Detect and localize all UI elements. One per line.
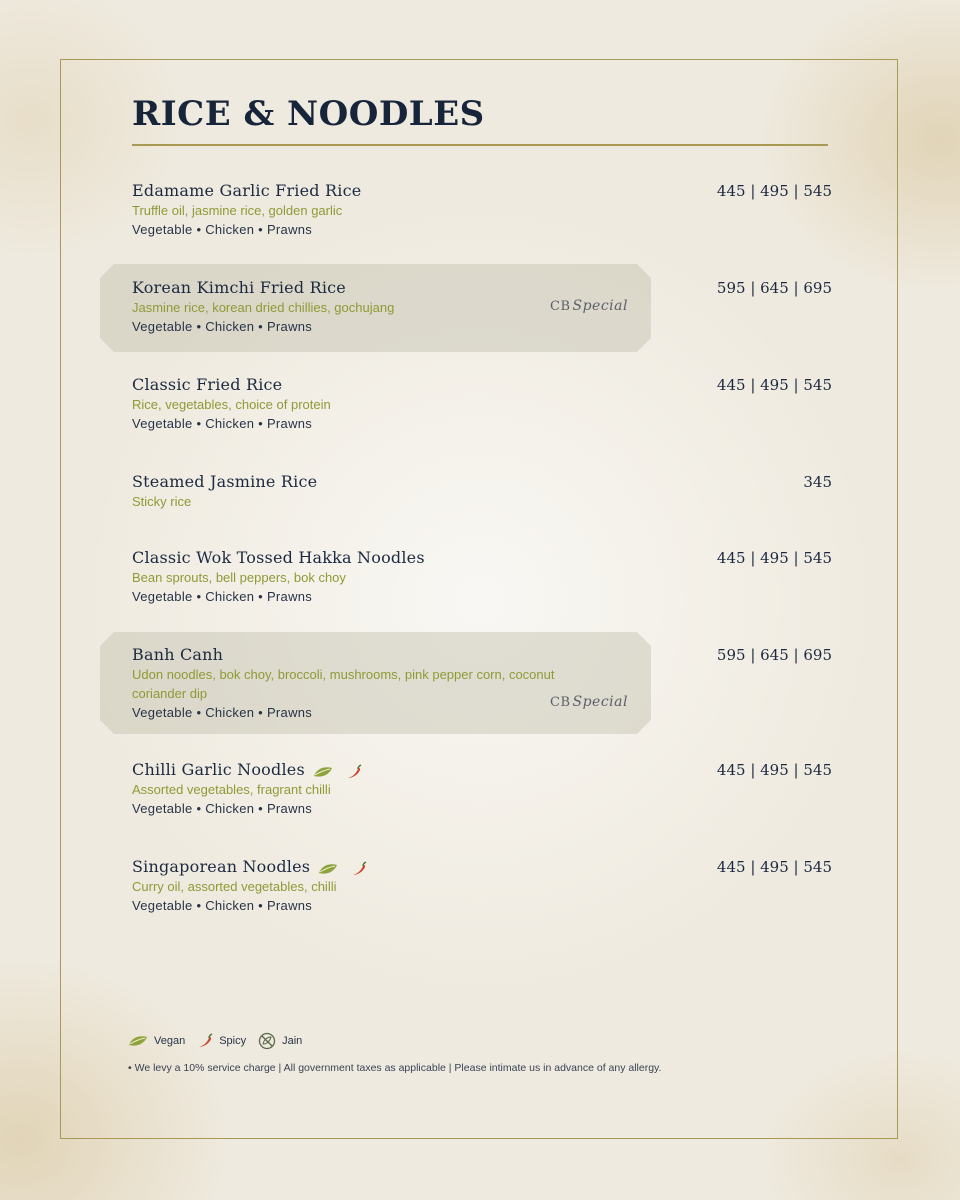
item-name: Singaporean Noodles xyxy=(132,857,311,876)
menu-item xyxy=(132,548,832,607)
item-name: Edamame Garlic Fried Rice xyxy=(132,181,362,200)
chilli-icon xyxy=(346,764,362,780)
legend-vegan xyxy=(128,1035,185,1047)
menu-item xyxy=(132,857,832,916)
legend-jain-label: Jain xyxy=(282,1035,303,1047)
item-description: Sticky rice xyxy=(132,494,192,509)
title-divider xyxy=(132,144,828,146)
item-price: 445 | 495 | 545 xyxy=(716,549,832,567)
item-options: Vegetable • Chicken • Prawns xyxy=(132,416,313,431)
badge-prefix: CB xyxy=(550,695,571,710)
menu-item xyxy=(132,472,832,511)
legend-spicy-label: Spicy xyxy=(219,1035,247,1047)
cb-special-badge xyxy=(550,298,628,314)
badge-script: Special xyxy=(572,298,628,314)
item-description: Assorted vegetables, fragrant chilli xyxy=(132,782,331,797)
menu-item xyxy=(132,375,832,434)
item-description: Udon noodles, bok choy, broccoli, mushrooms, pink pepper corn, coconut coriander dip xyxy=(132,667,555,701)
legend-spicy xyxy=(197,1033,246,1049)
item-price: 445 | 495 | 545 xyxy=(716,182,832,200)
item-name: Chilli Garlic Noodles xyxy=(132,760,305,779)
item-icons xyxy=(318,858,375,877)
item-icons xyxy=(313,761,370,780)
menu-item xyxy=(132,760,832,819)
item-name: Korean Kimchi Fried Rice xyxy=(132,278,346,297)
jain-icon xyxy=(258,1032,276,1050)
item-price: 345 xyxy=(803,473,832,491)
item-options: Vegetable • Chicken • Prawns xyxy=(132,589,313,604)
item-options: Vegetable • Chicken • Prawns xyxy=(132,705,313,720)
legend-jain xyxy=(258,1032,302,1050)
badge-prefix: CB xyxy=(550,299,571,314)
item-options: Vegetable • Chicken • Prawns xyxy=(132,319,313,334)
item-name: Classic Fried Rice xyxy=(132,375,283,394)
item-name: Banh Canh xyxy=(132,645,224,664)
menu-item xyxy=(132,645,832,723)
cb-special-badge xyxy=(550,694,628,710)
item-description: Truffle oil, jasmine rice, golden garlic xyxy=(132,203,343,218)
item-price: 595 | 645 | 695 xyxy=(716,646,832,664)
chilli-icon xyxy=(197,1033,213,1049)
footer-note: • We levy a 10% service charge | All government taxes as applicable | Please intimate us in advance of any allergy. xyxy=(128,1062,662,1074)
legend-vegan-label: Vegan xyxy=(154,1035,186,1047)
leaf-icon xyxy=(313,766,333,778)
item-price: 445 | 495 | 545 xyxy=(716,376,832,394)
item-options: Vegetable • Chicken • Prawns xyxy=(132,801,313,816)
item-description: Jasmine rice, korean dried chillies, gochujang xyxy=(132,300,395,315)
dietary-legend xyxy=(128,1032,314,1050)
item-name: Classic Wok Tossed Hakka Noodles xyxy=(132,548,425,567)
page-title: RICE & NOODLES xyxy=(132,94,485,134)
menu-item xyxy=(132,278,832,337)
item-description: Curry oil, assorted vegetables, chilli xyxy=(132,879,337,894)
item-description: Bean sprouts, bell peppers, bok choy xyxy=(132,570,346,585)
item-price: 445 | 495 | 545 xyxy=(716,858,832,876)
item-options: Vegetable • Chicken • Prawns xyxy=(132,898,313,913)
item-name: Steamed Jasmine Rice xyxy=(132,472,318,491)
item-options: Vegetable • Chicken • Prawns xyxy=(132,222,313,237)
leaf-icon xyxy=(128,1035,148,1047)
badge-script: Special xyxy=(572,694,628,710)
item-price: 595 | 645 | 695 xyxy=(716,279,832,297)
item-price: 445 | 495 | 545 xyxy=(716,761,832,779)
item-description: Rice, vegetables, choice of protein xyxy=(132,397,331,412)
chilli-icon xyxy=(351,861,367,877)
menu-item xyxy=(132,181,832,240)
leaf-icon xyxy=(318,863,338,875)
